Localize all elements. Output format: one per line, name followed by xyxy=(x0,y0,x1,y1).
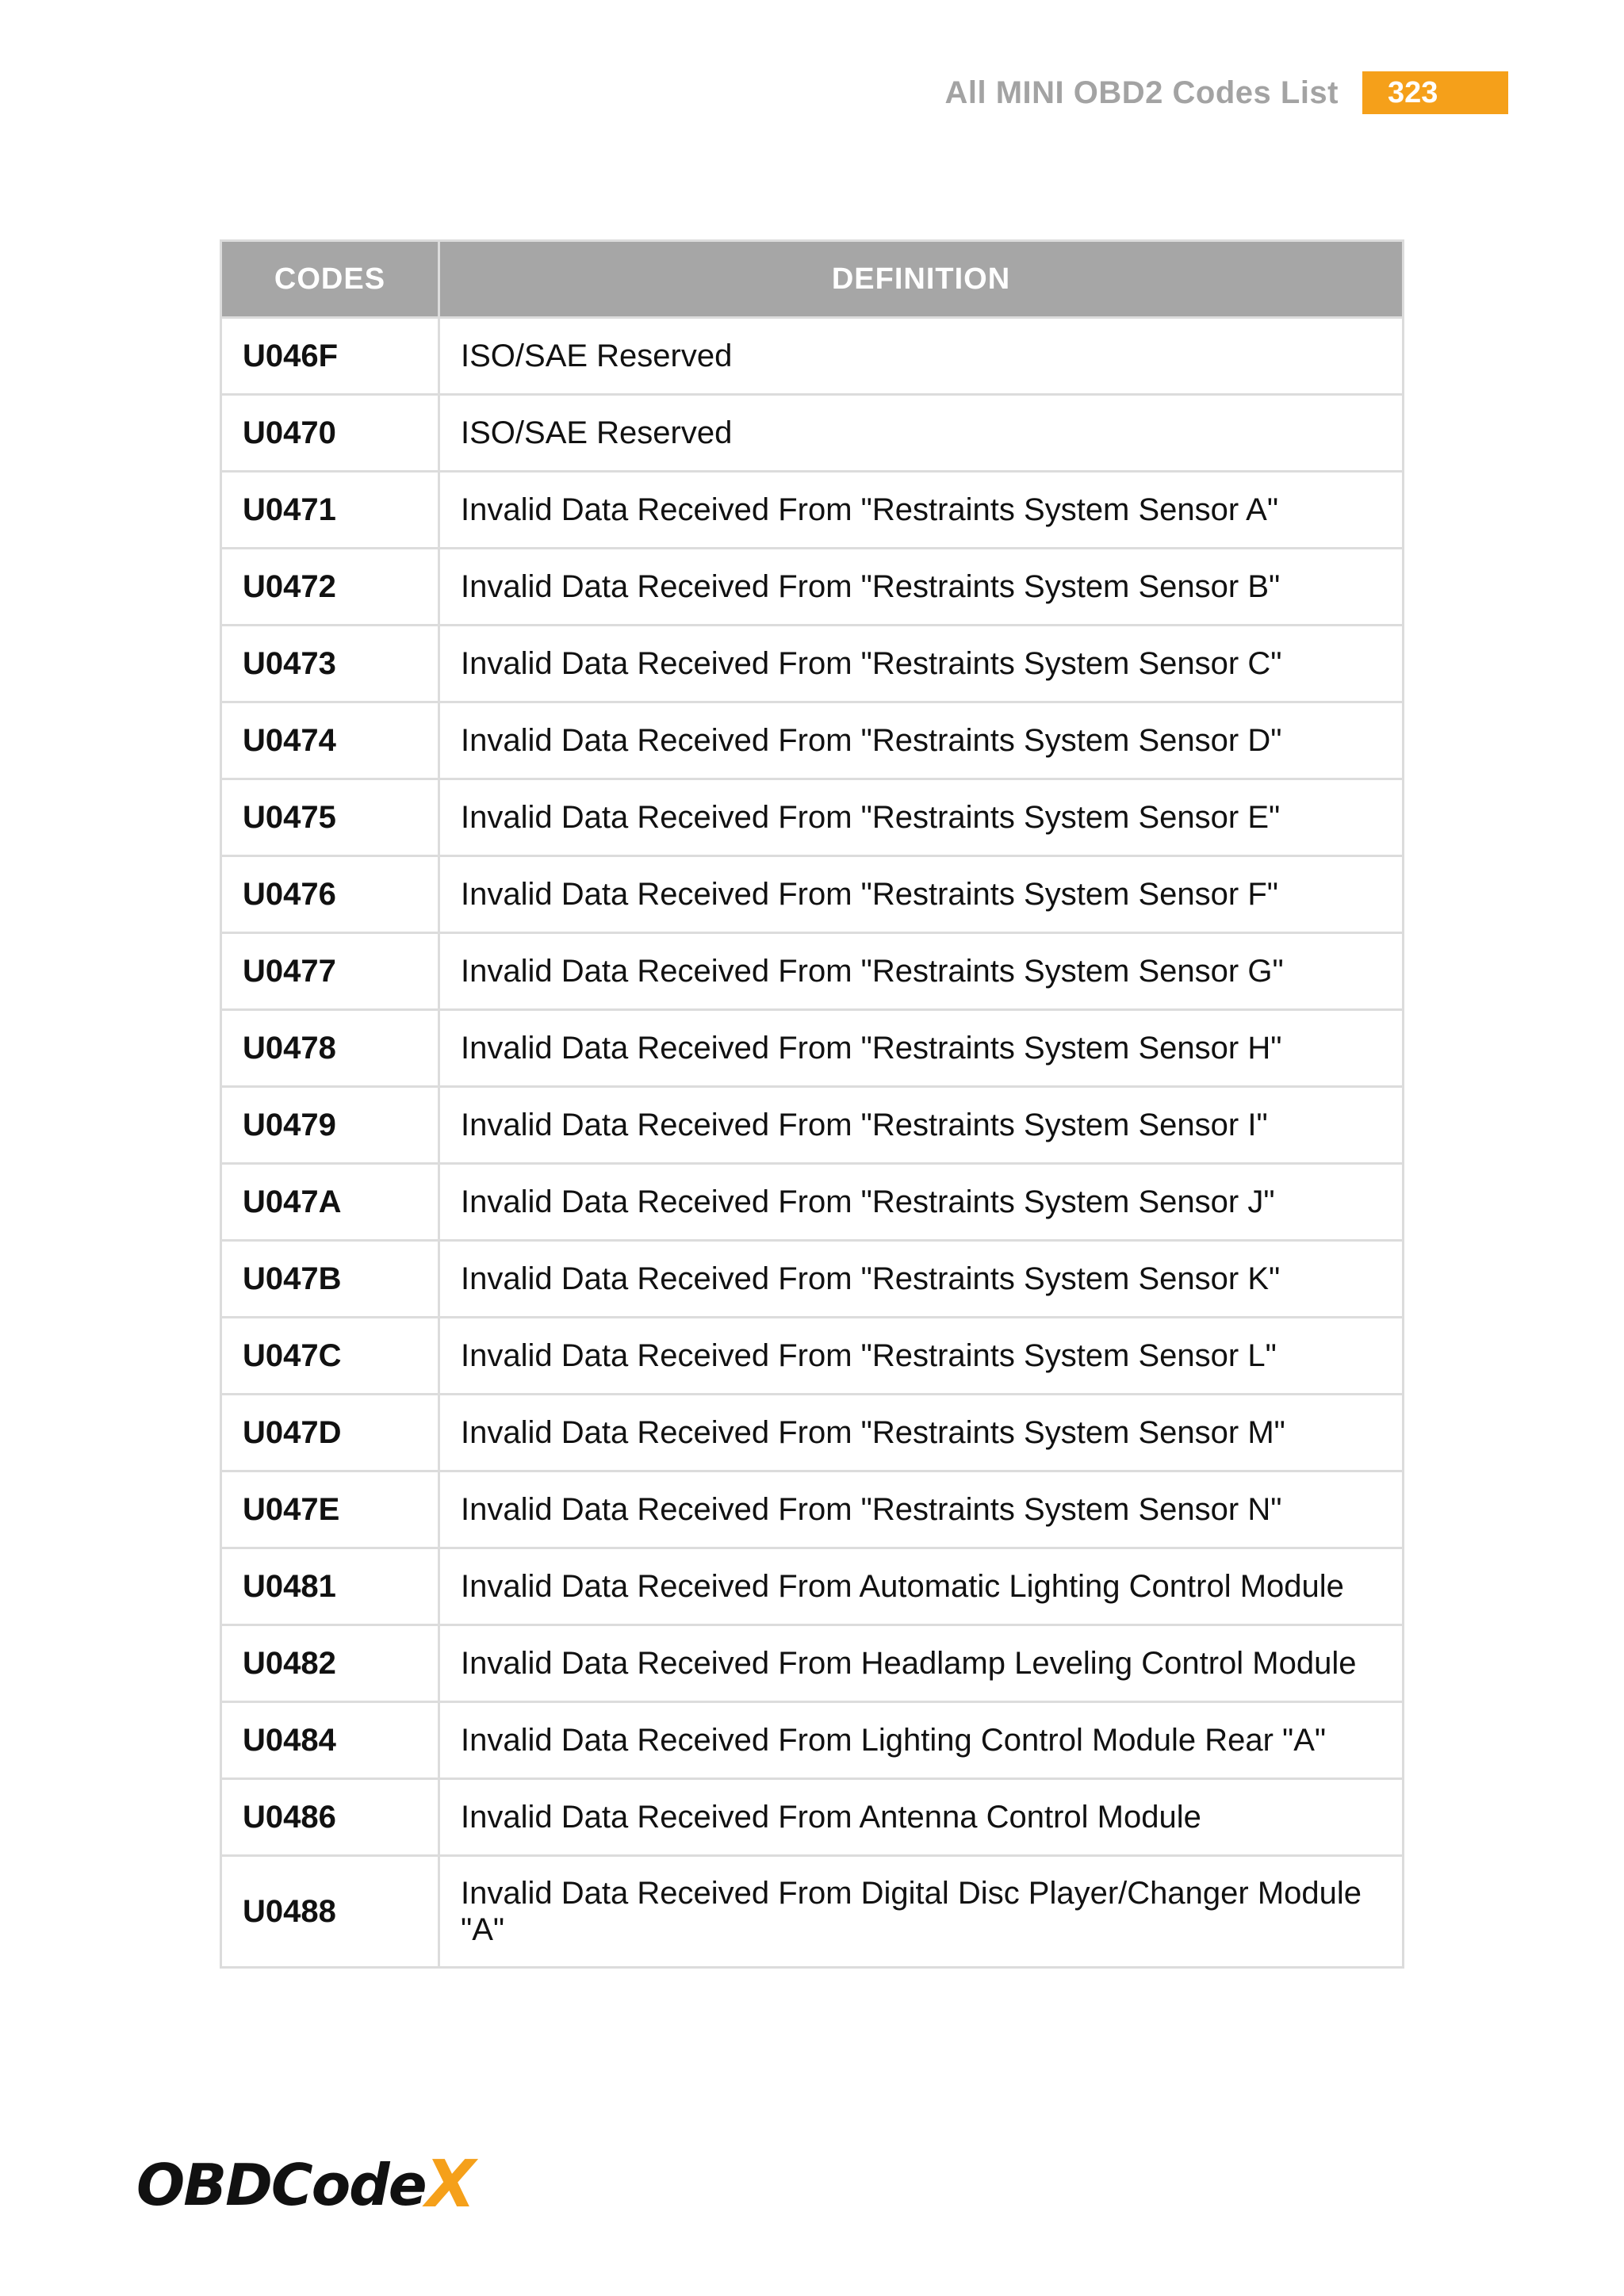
code-cell: U047D xyxy=(221,1395,439,1471)
page-number-badge: 323 xyxy=(1362,71,1508,114)
code-cell: U0475 xyxy=(221,779,439,856)
code-cell: U0478 xyxy=(221,1010,439,1087)
table-row xyxy=(221,933,1404,1010)
page-header xyxy=(945,71,1509,114)
table-row xyxy=(221,1471,1404,1548)
table-row xyxy=(221,626,1404,702)
code-cell: U0472 xyxy=(221,549,439,626)
definition-cell: Invalid Data Received From "Restraints System Sensor D" xyxy=(439,702,1404,779)
definition-cell: Invalid Data Received From "Restraints System Sensor M" xyxy=(439,1395,1404,1471)
code-cell: U0484 xyxy=(221,1702,439,1779)
table-row xyxy=(221,1395,1404,1471)
table-row xyxy=(221,1164,1404,1241)
code-cell: U0477 xyxy=(221,933,439,1010)
definition-cell: Invalid Data Received From "Restraints System Sensor G" xyxy=(439,933,1404,1010)
definition-cell: ISO/SAE Reserved xyxy=(439,318,1404,395)
table-row xyxy=(221,318,1404,395)
table-row xyxy=(221,779,1404,856)
definition-cell: Invalid Data Received From Antenna Control Module xyxy=(439,1779,1404,1856)
table-row xyxy=(221,395,1404,472)
code-cell: U0476 xyxy=(221,856,439,933)
table-row xyxy=(221,1241,1404,1318)
definition-cell: Invalid Data Received From "Restraints System Sensor K" xyxy=(439,1241,1404,1318)
code-cell: U047A xyxy=(221,1164,439,1241)
code-cell: U047E xyxy=(221,1471,439,1548)
column-header-definition: DEFINITION xyxy=(439,241,1404,318)
definition-cell: Invalid Data Received From "Restraints System Sensor F" xyxy=(439,856,1404,933)
table-row xyxy=(221,856,1404,933)
definition-cell: Invalid Data Received From "Restraints System Sensor A" xyxy=(439,472,1404,549)
definition-cell: Invalid Data Received From "Restraints System Sensor B" xyxy=(439,549,1404,626)
document-title: All MINI OBD2 Codes List xyxy=(944,75,1339,110)
definition-cell: Invalid Data Received From "Restraints System Sensor J" xyxy=(439,1164,1404,1241)
table-row xyxy=(221,472,1404,549)
definition-cell: Invalid Data Received From Lighting Control Module Rear "A" xyxy=(439,1702,1404,1779)
logo-wordmark: OBDCode xyxy=(136,2152,426,2218)
table-row xyxy=(221,1548,1404,1625)
definition-cell: Invalid Data Received From "Restraints System Sensor L" xyxy=(439,1318,1404,1395)
table-row xyxy=(221,1087,1404,1164)
definition-cell: Invalid Data Received From "Restraints System Sensor E" xyxy=(439,779,1404,856)
code-cell: U0471 xyxy=(221,472,439,549)
table-row xyxy=(221,1779,1404,1856)
table-row xyxy=(221,1010,1404,1087)
definition-cell: Invalid Data Received From "Restraints System Sensor H" xyxy=(439,1010,1404,1087)
table-row xyxy=(221,1856,1404,1968)
code-cell: U047C xyxy=(221,1318,439,1395)
definition-cell: Invalid Data Received From Digital Disc Player/Changer Module "A" xyxy=(439,1856,1404,1968)
code-cell: U0470 xyxy=(221,395,439,472)
table-header-row xyxy=(221,241,1404,318)
obdcodex-logo xyxy=(136,2147,474,2222)
table-row xyxy=(221,1702,1404,1779)
logo-accent-letter: X xyxy=(425,2147,474,2222)
table-row xyxy=(221,702,1404,779)
code-cell: U047B xyxy=(221,1241,439,1318)
code-cell: U0474 xyxy=(221,702,439,779)
table-row xyxy=(221,1625,1404,1702)
definition-cell: Invalid Data Received From "Restraints System Sensor I" xyxy=(439,1087,1404,1164)
code-cell: U0473 xyxy=(221,626,439,702)
codes-table xyxy=(220,239,1404,1969)
code-cell: U0482 xyxy=(221,1625,439,1702)
definition-cell: Invalid Data Received From "Restraints System Sensor C" xyxy=(439,626,1404,702)
code-cell: U0486 xyxy=(221,1779,439,1856)
definition-cell: Invalid Data Received From "Restraints System Sensor N" xyxy=(439,1471,1404,1548)
definition-cell: Invalid Data Received From Headlamp Leveling Control Module xyxy=(439,1625,1404,1702)
definition-cell: ISO/SAE Reserved xyxy=(439,395,1404,472)
code-cell: U0481 xyxy=(221,1548,439,1625)
table-row xyxy=(221,549,1404,626)
code-cell: U0479 xyxy=(221,1087,439,1164)
column-header-codes: CODES xyxy=(221,241,439,318)
code-cell: U0488 xyxy=(221,1856,439,1968)
table-row xyxy=(221,1318,1404,1395)
code-cell: U046F xyxy=(221,318,439,395)
definition-cell: Invalid Data Received From Automatic Lighting Control Module xyxy=(439,1548,1404,1625)
